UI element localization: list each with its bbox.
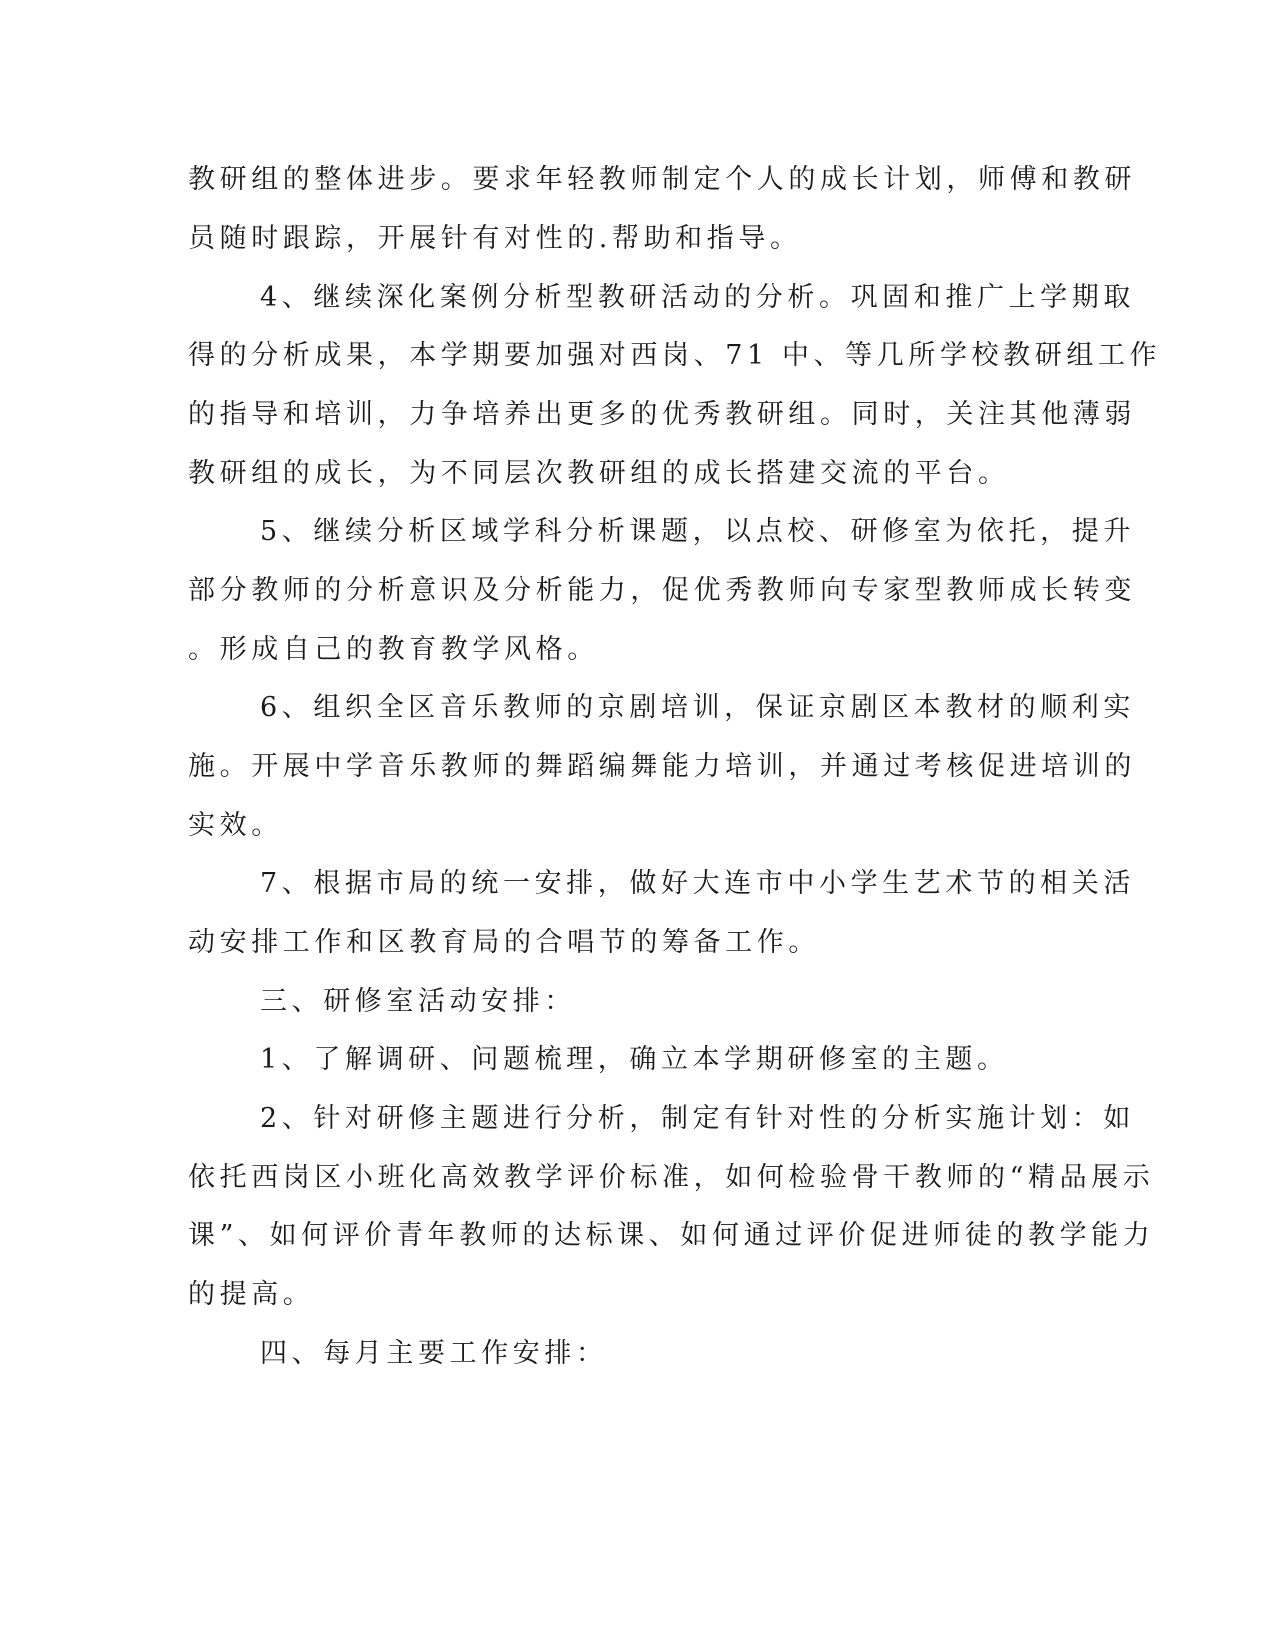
text-line: 得的分析成果，本学期要加强对西岗、71 中、等几所学校教研组工作 [188,340,1162,371]
section-heading-3: 三、研修室活动安排： [260,986,576,1017]
paragraph-item-7: 7、根据市局的统一安排，做好大连市中小学生艺术节的相关活 [260,868,1135,899]
text-line: 教研组的成长，为不同层次教研组的成长搭建交流的平台。 [188,458,1010,489]
section-heading-4: 四、每月主要工作安排： [260,1338,608,1369]
paragraph-item-1: 1、了解调研、问题梳理，确立本学期研修室的主题。 [260,1044,1009,1075]
paragraph-item-2: 2、针对研修主题进行分析，制定有针对性的分析实施计划：如 [260,1103,1135,1134]
text-line: 施。开展中学音乐教师的舞蹈编舞能力培训，并通过考核促进培训的 [188,751,1136,782]
text-line: 动安排工作和区教育局的合唱节的筹备工作。 [188,927,820,958]
text-line: 员随时跟踪，开展针有对性的.帮助和指导。 [188,223,802,254]
text-line: 课”、如何评价青年教师的达标课、如何通过评价促进师徒的教学能力 [188,1220,1155,1251]
text-line: 的指导和培训，力争培养出更多的优秀教研组。同时，关注其他薄弱 [188,399,1136,430]
text-line: 实效。 [188,810,283,841]
paragraph-item-4: 4、继续深化案例分析型教研活动的分析。巩固和推广上学期取 [260,282,1135,313]
text-line: 教研组的整体进步。要求年轻教师制定个人的成长计划，师傅和教研 [188,164,1136,195]
text-line: 部分教师的分析意识及分析能力，促优秀教师向专家型教师成长转变 [188,575,1136,606]
text-line: 。形成自己的教育教学风格。 [188,634,599,665]
text-line: 依托西岗区小班化高效教学评价标准，如何检验骨干教师的“精品展示 [188,1162,1155,1193]
paragraph-item-6: 6、组织全区音乐教师的京剧培训，保证京剧区本教材的顺利实 [260,692,1135,723]
paragraph-item-5: 5、继续分析区域学科分析课题，以点校、研修室为依托，提升 [260,516,1135,547]
text-line: 的提高。 [188,1279,315,1310]
